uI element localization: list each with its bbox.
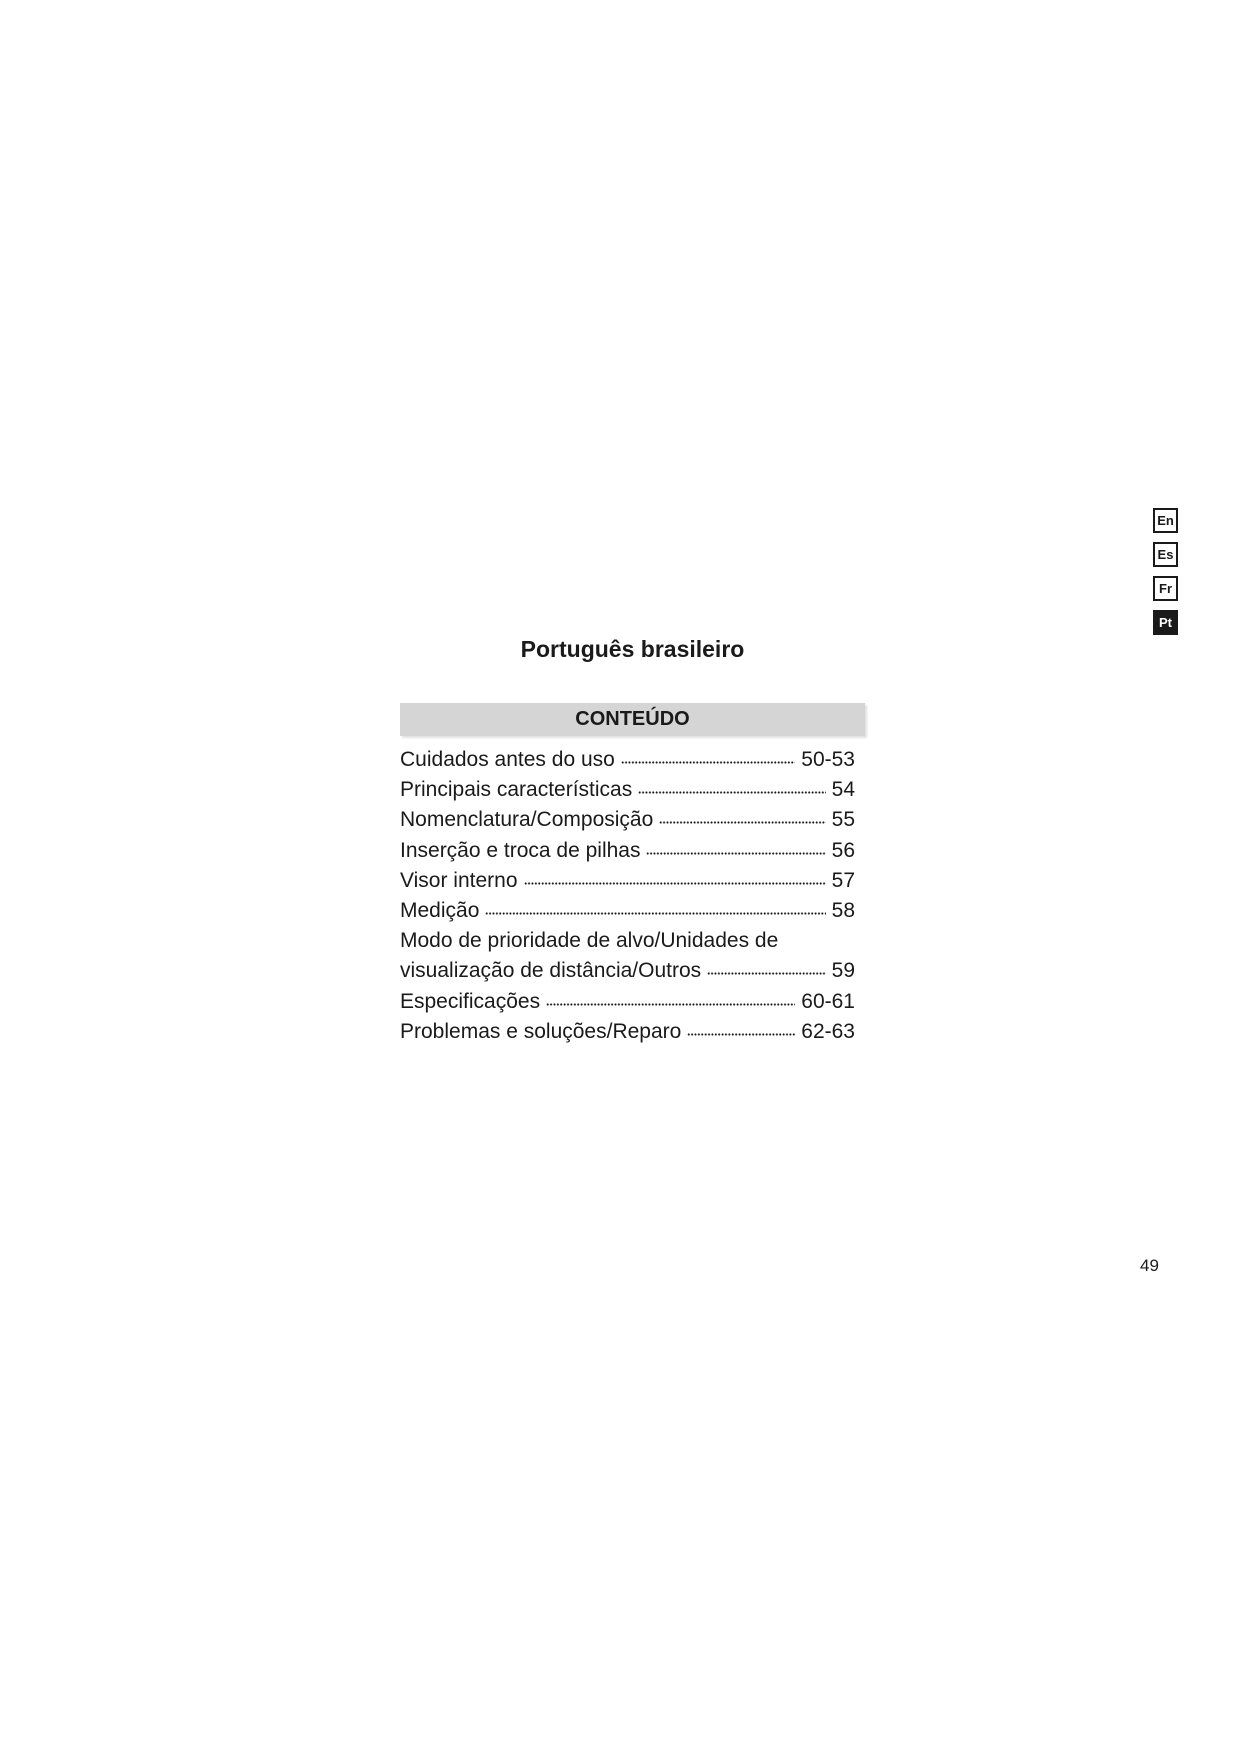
toc-entry-title: Cuidados antes do uso [400,748,615,771]
toc-entry[interactable] [400,1017,855,1047]
toc-entry-page: 56 [831,838,855,862]
toc-entry-page: 55 [831,808,855,832]
toc-entry[interactable] [400,896,855,926]
toc-entry-title: Nomenclatura/Composição [400,808,654,832]
language-tab-pt[interactable]: Pt [1153,610,1178,635]
toc-entry-page: 54 [831,778,855,802]
toc-entry-title: Especificações [400,989,541,1013]
toc-entry-page: 59 [831,959,855,983]
toc-title: CONTEÚDO [575,708,690,730]
toc-entry-title: Medição [400,898,480,922]
toc-entry-page: 60-61 [801,989,855,1013]
toc-leader-dots [707,955,825,975]
page-number: 49 [1140,1256,1159,1275]
language-tab-es[interactable]: Es [1153,542,1178,567]
toc-entry[interactable] [400,775,855,805]
language-tab-fr[interactable]: Fr [1153,576,1178,601]
toc-entry-page: 57 [831,868,855,892]
toc-header [400,703,865,736]
toc-entry[interactable] [400,926,855,956]
toc-leader-dots [687,1016,795,1036]
toc-list [400,745,855,1047]
page-heading: Português brasileiro [520,636,745,662]
toc-leader-dots [659,804,825,824]
toc-leader-dots [524,865,826,885]
toc-entry[interactable] [400,866,855,896]
toc-leader-dots [546,986,795,1006]
language-tabs [1153,508,1178,644]
toc-leader-dots [621,744,795,764]
toc-entry[interactable] [400,956,855,986]
toc-entry-title: Principais características [400,778,633,802]
toc-leader-dots [646,835,825,855]
toc-entry-title: Visor interno [400,868,518,892]
toc-entry-page: 50-53 [801,748,855,771]
toc-entry[interactable] [400,745,855,775]
toc-entry-title: Modo de prioridade de alvo/Unidades de [400,929,779,953]
toc-entry[interactable] [400,836,855,866]
toc-entry[interactable] [400,805,855,835]
toc-entry-title: visualização de distância/Outros [400,959,702,983]
toc-leader-dots [485,895,825,915]
toc-leader-dots [638,774,825,794]
toc-entry-page: 62-63 [801,1019,855,1043]
toc-entry[interactable] [400,987,855,1017]
toc-entry-title: Inserção e troca de pilhas [400,838,641,862]
toc-entry-title: Problemas e soluções/Reparo [400,1019,682,1043]
toc-entry-page: 58 [831,898,855,922]
language-tab-en[interactable]: En [1153,508,1178,533]
